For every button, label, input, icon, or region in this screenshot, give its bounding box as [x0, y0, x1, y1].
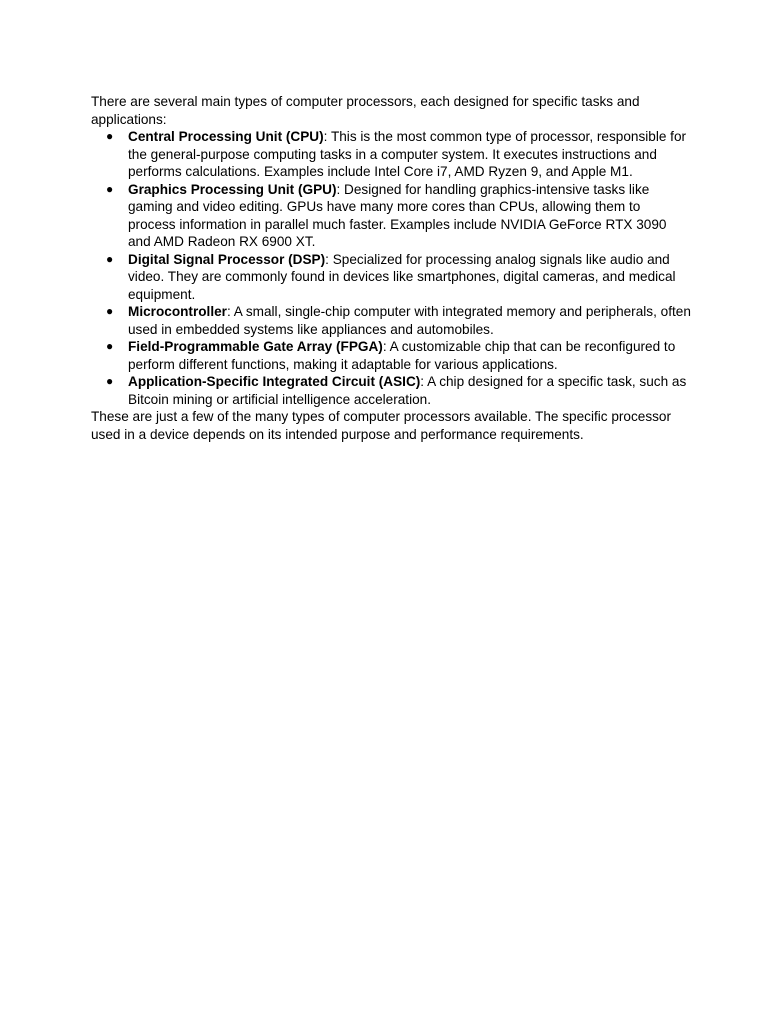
bullet-icon: ●: [106, 251, 114, 266]
processor-term: Application-Specific Integrated Circuit (ASIC): [128, 374, 421, 389]
conclusion-paragraph: These are just a few of the many types of computer processors available. The specific processor used in a device depends on its intended purpose and performance requirements.: [91, 409, 672, 442]
bullet-icon: ●: [106, 374, 114, 388]
bullet-icon: ●: [106, 339, 114, 353]
intro-paragraph: There are several main types of computer processors, each designed for specific tasks and applications:: [91, 94, 640, 127]
processor-description: : A small, single-chip computer with integrated memory and peripherals, often used in embedded systems like appliances and automobiles.: [128, 304, 691, 337]
processor-description: : A customizable chip that can be reconfigured to perform different functions, making it adaptable for various applications.: [128, 339, 676, 372]
processor-description: : Specialized for processing analog signals like audio and video. They are commonly found in devices like smartphones, digital cameras, and medical equipment.: [128, 251, 676, 302]
processor-term: Graphics Processing Unit (GPU): [128, 181, 337, 197]
bullet-icon: ●: [106, 129, 114, 143]
processor-description: : Designed for handling graphics-intensive tasks like gaming and video editing. GPUs have many more cores than CPUs, allowing them to process information in parallel much faster. Examples include NVIDIA GeForce RTX 3090 and AMD Radeon RX 6900 XT.: [128, 181, 667, 249]
processor-term: Field-Programmable Gate Array (FPGA): [128, 339, 383, 354]
bullet-icon: ●: [106, 181, 114, 196]
processor-type-list: [91, 128, 691, 408]
processor-term: Microcontroller: [128, 304, 227, 319]
list-item: [91, 128, 691, 181]
document-body: [91, 93, 691, 443]
list-item: [91, 303, 691, 338]
list-item: [91, 251, 691, 304]
list-item: [91, 373, 691, 408]
processor-description: : A chip designed for a specific task, such as Bitcoin mining or artificial intelligence acceleration.: [128, 374, 687, 407]
bullet-icon: ●: [106, 304, 114, 318]
processor-term: Digital Signal Processor (DSP): [128, 251, 326, 267]
list-item: [91, 181, 691, 251]
processor-description: : This is the most common type of processor, responsible for the general-purpose computing tasks in a computer system. It executes instructions and performs calculations. Examples include Intel Core i7, AMD Ryzen 9, and Apple M1.: [128, 129, 687, 179]
list-item: [91, 338, 691, 373]
processor-term: Central Processing Unit (CPU): [128, 129, 324, 144]
